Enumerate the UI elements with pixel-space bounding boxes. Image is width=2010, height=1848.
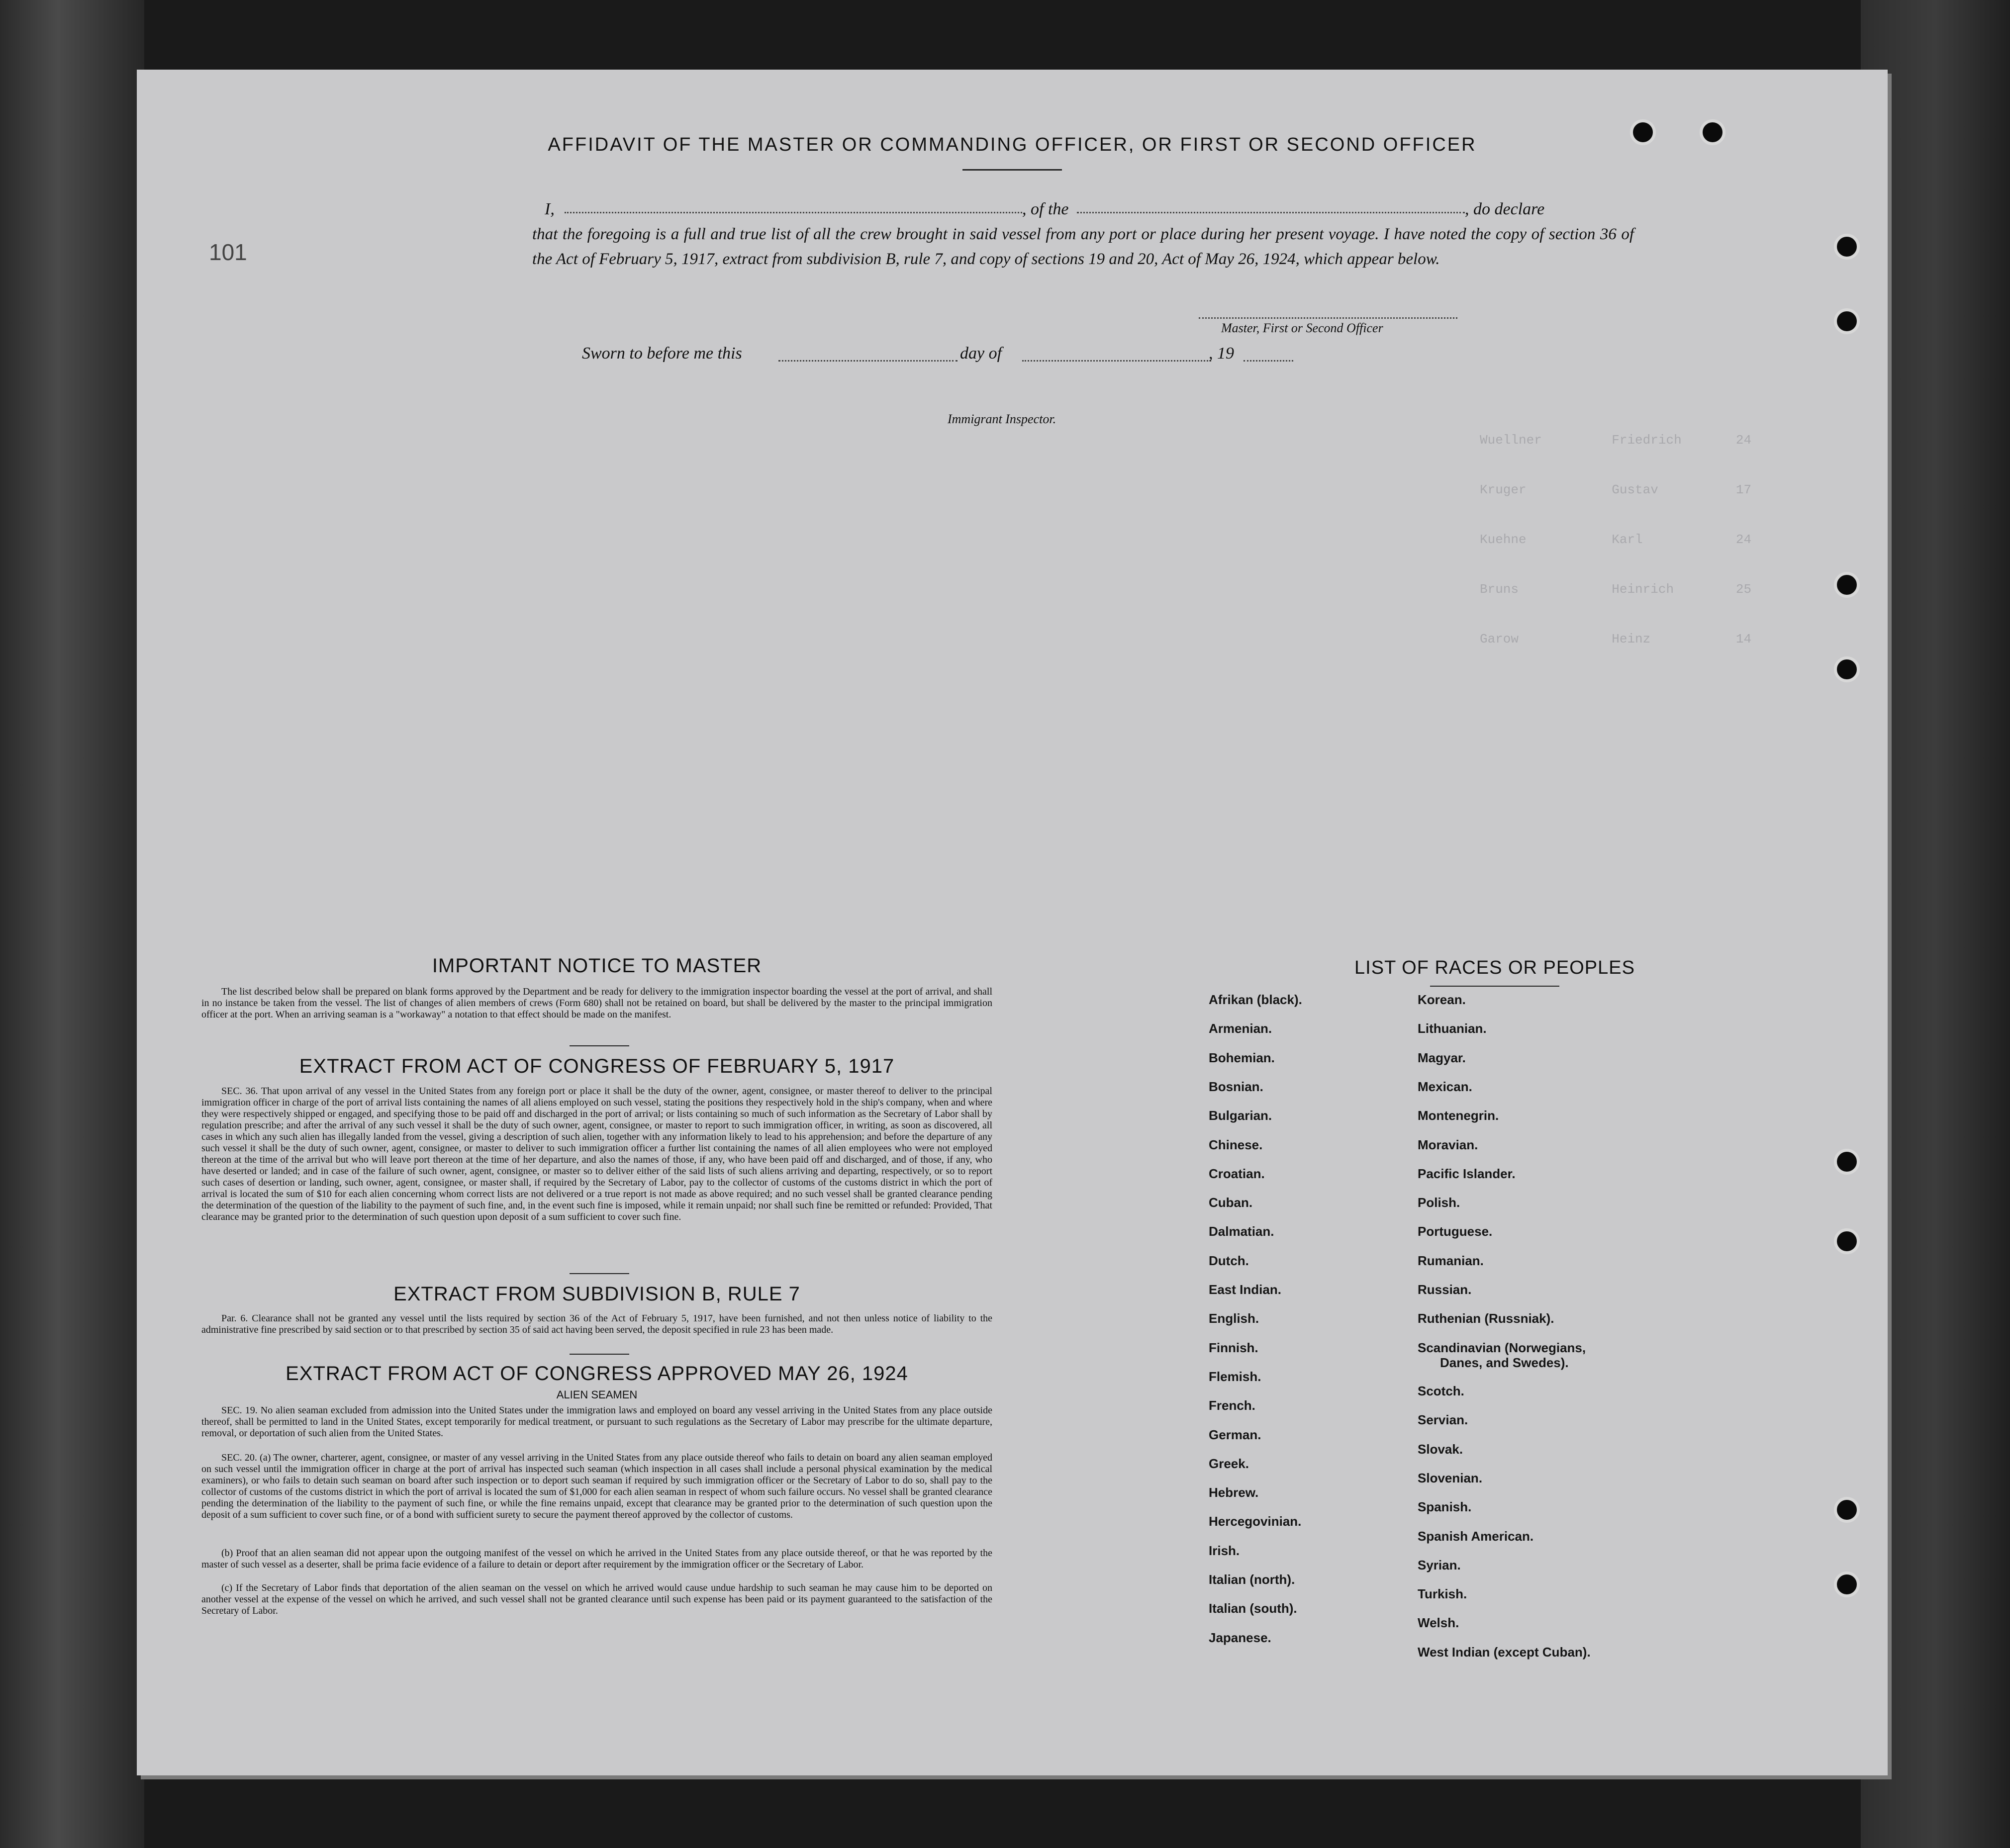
day-of-label: day of <box>960 344 1002 363</box>
races-title-underline <box>1430 986 1559 987</box>
bleed-through-text: Bruns Heinrich 25 <box>1480 582 1752 597</box>
race-item: Japanese. <box>1209 1630 1271 1645</box>
affidavit-i-label: I, <box>545 200 555 218</box>
year-label: , 19 <box>1209 344 1234 363</box>
bleed-through-text: Wuellner Friedrich 24 <box>1480 433 1752 448</box>
punch-hole <box>1834 308 1860 334</box>
races-title: LIST OF RACES OR PEOPLES <box>1354 957 1635 978</box>
bleed-through-text: Garow Heinz 14 <box>1480 632 1752 647</box>
race-item: Italian (north). <box>1209 1572 1295 1587</box>
race-item: Portuguese. <box>1418 1224 1493 1239</box>
race-item: Armenian. <box>1209 1021 1272 1036</box>
race-item: Rumanian. <box>1418 1253 1484 1268</box>
notice-title: IMPORTANT NOTICE TO MASTER <box>432 955 762 977</box>
vessel-name-field[interactable] <box>1077 212 1465 213</box>
section-divider <box>570 1354 629 1355</box>
race-item: Slovenian. <box>1418 1470 1483 1485</box>
race-item: Croatian. <box>1209 1166 1265 1181</box>
sec20c-text: (c) If the Secretary of Labor finds that deportation of the alien seaman on the vessel on which he arrived would cause undue hardship to such seaman he may cause him to be deported on another vessel at the expense of the vessel on which he arrived, and such vessel shall not be granted clearance until such expense has been paid or its payment guaranteed to the satisfaction of the Secretary of Labor. <box>201 1582 992 1616</box>
race-item: Bohemian. <box>1209 1050 1275 1065</box>
race-item: Cuban. <box>1209 1195 1253 1210</box>
rule7-text: Par. 6. Clearance shall not be granted any vessel until the lists required by section 36 of the Act of February 5, 1917, have been furnished, and not then unless notice of liability to the administrative fine prescribed by said section or to that prescribed by section 35 of said act having been served, the deposit specified in rule 23 has been made. <box>201 1313 992 1335</box>
race-item: Greek. <box>1209 1456 1249 1471</box>
race-item: Turkish. <box>1418 1586 1467 1602</box>
race-item: Lithuanian. <box>1418 1021 1487 1036</box>
punch-hole <box>1834 656 1860 682</box>
race-item: Korean. <box>1418 992 1466 1007</box>
affidavit-of-the: , of the <box>1022 200 1069 218</box>
punch-hole <box>1834 1149 1860 1175</box>
race-item: Chinese. <box>1209 1137 1263 1152</box>
race-item: Scandinavian (Norwegians, <box>1418 1340 1586 1355</box>
race-item: Pacific Islander. <box>1418 1166 1516 1181</box>
sworn-day-field[interactable] <box>778 360 957 362</box>
race-item: Italian (south). <box>1209 1601 1297 1616</box>
affidavit-declaration: that the foregoing is a full and true list of all the crew brought in said vessel from any port or place during her present voyage. I have noted the copy of section 36 of the Act of February 5, 1917, extract from subdivision B, rule 7, and copy of sections 19 and 20, Act of May 26, 1924, which appear below. <box>532 225 1634 268</box>
extract-1924-title: EXTRACT FROM ACT OF CONGRESS APPROVED MAY 26, 1924 <box>286 1363 908 1385</box>
race-item: Afrikan (black). <box>1209 992 1302 1007</box>
master-officer-label: Master, First or Second Officer <box>1221 321 1383 335</box>
binding-left-edge <box>0 0 144 1848</box>
punch-hole <box>1834 1497 1860 1523</box>
officer-name-field[interactable] <box>565 212 1022 213</box>
immigrant-inspector-label: Immigrant Inspector. <box>948 412 1056 426</box>
sec20b-text: (b) Proof that an alien seaman did not appear upon the outgoing manifest of the vessel on which he arrived in the United States from any place outside thereof, or that he was reported by the master of such vessel as a deserter, shall be prima facie evidence of a failure to detain or deport after requirement by the immigration officer or the Secretary of Labor. <box>201 1548 992 1570</box>
race-item: Bulgarian. <box>1209 1108 1272 1123</box>
rule7-title: EXTRACT FROM SUBDIVISION B, RULE 7 <box>393 1283 800 1305</box>
affidavit-title: AFFIDAVIT OF THE MASTER OR COMMANDING OFFICER, OR FIRST OR SECOND OFFICER <box>548 134 1477 155</box>
race-item: East Indian. <box>1209 1282 1281 1297</box>
race-item: Slovak. <box>1418 1441 1463 1457</box>
affidavit-do-declare: , do declare <box>1465 200 1545 218</box>
race-item: Irish. <box>1209 1543 1240 1558</box>
extract-1917-text: SEC. 36. That upon arrival of any vessel in the United States from any foreign port or place it shall be the duty of the owner, agent, consignee, or master thereof to deliver to the principal immigration officer in charge of the port of arrival lists containing the names of all aliens employed on such vessel, stating the positions they respectively hold in the ship's company, when and where they were respectively shipped or engaged, and specifying those to be paid off and discharged in the port of arrival; or lists containing so much of such information as the Secretary of Labor shall by regulation prescribe; and after the arrival of any such vessel it shall be the duty of such owner, agent, consignee, or master to report to such immigration officer, in writing, as soon as discovered, all cases in which any such alien has illegally landed from the vessel, giving a description of such alien, together with any information likely to lead to his apprehension; and before the departure of any such vessel it shall be the duty of such owner, agent, consignee, or master to deliver to such immigration officer a further list containing the names of all alien employees who were not employed thereon at the time of the arrival but who will leave port thereon at the time of her departure, and also the names of those, if any, who have been paid off and discharged, and of those, if any, who have deserted or landed; and in case of the failure of such owner, agent, consignee, or master so to deliver either of the said lists of such aliens arriving and departing, respectively, or so to report such cases of desertion or landing, such owner, agent, consignee, or master shall, if required by the Secretary of Labor, pay to the collector of customs of the customs district in which the port of arrival is located the sum of $10 for each alien concerning whom correct lists are not delivered or a true report is not made as above required; and no such vessel shall be granted clearance pending the determination of the question of the liability to the payment of such fine, and, in the event such fine is imposed, while it remain unpaid; nor shall such fine be remitted or refunded: Provided, That clearance may be granted prior to the determination of such question upon deposit of a sum sufficient to cover such fine. <box>201 1086 992 1222</box>
race-item: French. <box>1209 1398 1255 1413</box>
race-item: Finnish. <box>1209 1340 1258 1355</box>
sec20a-text: SEC. 20. (a) The owner, charterer, agent, consignee, or master of any vessel arriving in the United States from any place outside thereof who fails to detain on board any alien seaman employed on such vessel until the immigration officer in charge at the port of arrival has inspected such seaman (which inspection in all cases shall include a personal physical examination by the medical examiners), or who fails to detain such seaman on board after such inspection or to deport such seaman if required by such immigration officer or the Secretary of Labor to do so, shall pay to the collector of customs of the customs district in which the port of arrival is located the sum of $1,000 for each alien seaman in respect of whom such failure occurs. No vessel shall be granted clearance pending the determination of the liability to the payment of such fine, or while the fine remains unpaid, except that clearance may be granted prior to the determination of such question upon the deposit of a sum sufficient to cover such fine, or of a bond with sufficient surety to secure the payment thereof approved by the collector of customs. <box>201 1452 992 1520</box>
race-item: Spanish. <box>1418 1499 1472 1515</box>
race-item: Polish. <box>1418 1195 1460 1210</box>
race-item: Montenegrin. <box>1418 1108 1499 1123</box>
sworn-year-field[interactable] <box>1244 360 1293 362</box>
race-item: Hebrew. <box>1209 1485 1259 1500</box>
race-item: Magyar. <box>1418 1050 1466 1065</box>
punch-hole <box>1834 1228 1860 1254</box>
race-item: Russian. <box>1418 1282 1472 1297</box>
notice-text: The list described below shall be prepared on blank forms approved by the Department and be ready for delivery to the immigration inspector boarding the vessel at the port of arrival, and shall in no instance be taken from the vessel. The list of changes of alien members of crews (Form 680) shall not be retained on board, but shall be delivered by the master to the principal immigration officer at the port. When an arriving seaman is a "workaway" a notation to that effect should be made on the manifest. <box>201 986 992 1020</box>
section-divider <box>570 1045 629 1046</box>
bleed-through-text: Kruger Gustav 17 <box>1480 482 1752 497</box>
race-item: Mexican. <box>1418 1079 1472 1094</box>
race-item: Hercegovinian. <box>1209 1514 1302 1529</box>
race-item: Servian. <box>1418 1412 1468 1428</box>
race-item: Flemish. <box>1209 1369 1261 1384</box>
race-item: English. <box>1209 1311 1259 1326</box>
punch-hole <box>1834 1571 1860 1597</box>
race-item: West Indian (except Cuban). <box>1418 1644 1591 1660</box>
punch-hole <box>1834 234 1860 260</box>
race-item: Spanish American. <box>1418 1528 1534 1544</box>
title-underline <box>962 169 1062 171</box>
officer-signature-field[interactable] <box>1199 317 1457 319</box>
race-item: Dutch. <box>1209 1253 1249 1268</box>
margin-page-number: 101 <box>209 239 247 265</box>
race-item: Scotch. <box>1418 1384 1464 1399</box>
race-item: Welsh. <box>1418 1615 1459 1631</box>
alien-seamen-subtitle: ALIEN SEAMEN <box>556 1388 638 1401</box>
race-item: Danes, and Swedes). <box>1440 1355 1569 1370</box>
race-item: Dalmatian. <box>1209 1224 1274 1239</box>
race-item: Ruthenian (Russniak). <box>1418 1311 1554 1326</box>
section-divider <box>570 1273 629 1274</box>
extract-1917-title: EXTRACT FROM ACT OF CONGRESS OF FEBRUARY 5, 1917 <box>299 1055 895 1077</box>
sworn-month-field[interactable] <box>1022 360 1211 362</box>
manifest-page <box>137 70 1888 1775</box>
race-item: Moravian. <box>1418 1137 1478 1152</box>
bleed-through-text: Kuehne Karl 24 <box>1480 532 1752 547</box>
sec19-text: SEC. 19. No alien seaman excluded from admission into the United States under the immigration laws and employed on board any vessel arriving in the United States from any place outside thereof, shall be permitted to land in the United States, except temporarily for medical treatment, or pursuant to such regulations as the Secretary of Labor may prescribe for the ultimate departure, removal, or deportation of such alien from the United States. <box>201 1405 992 1439</box>
sworn-label: Sworn to before me this <box>582 344 742 363</box>
race-item: Syrian. <box>1418 1557 1461 1572</box>
race-item: German. <box>1209 1427 1261 1442</box>
race-item: Bosnian. <box>1209 1079 1263 1094</box>
punch-hole <box>1834 572 1860 598</box>
